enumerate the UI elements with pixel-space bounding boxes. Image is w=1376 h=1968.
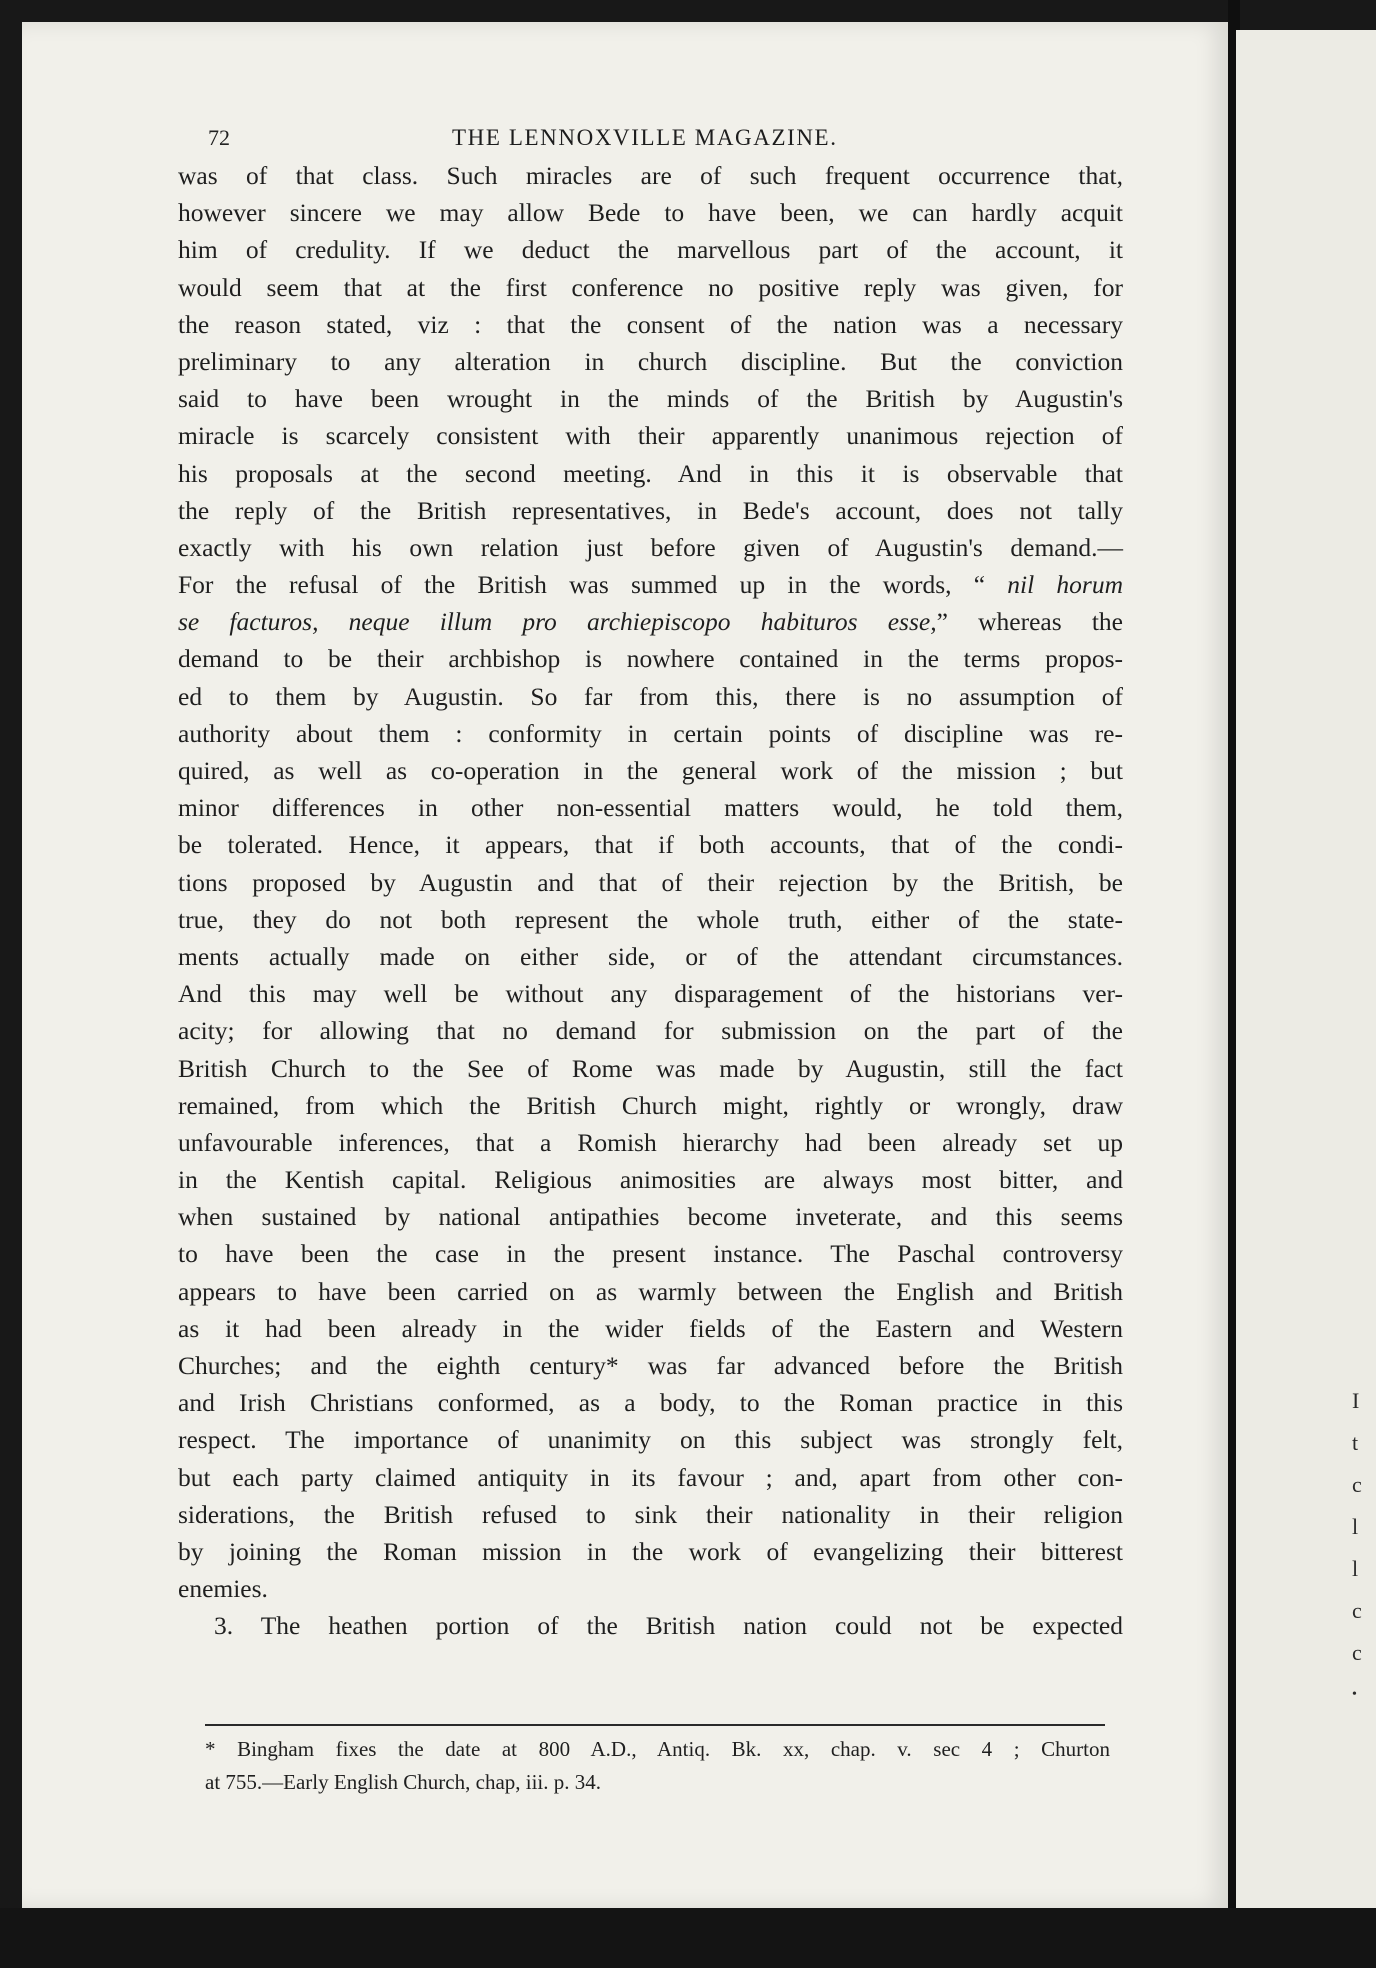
margin-letter: I bbox=[1352, 1388, 1360, 1413]
margin-letter: c bbox=[1352, 1472, 1362, 1497]
scan-bottom-edge bbox=[0, 1908, 1376, 1968]
text-line: minor differences in other non-essential matters would, he told them, bbox=[178, 793, 1123, 823]
adjacent-page-margin bbox=[1352, 1380, 1374, 1714]
margin-letter: c bbox=[1352, 1598, 1362, 1623]
text-line: true, they do not both represent the whole truth, either of the state- bbox=[178, 904, 1123, 934]
margin-letter: t bbox=[1352, 1430, 1359, 1455]
text-line: demand to be their archbishop is nowhere contained in the terms propos- bbox=[178, 644, 1123, 674]
text-line: by joining the Roman mission in the work of evangelizing their bitterest bbox=[178, 1536, 1123, 1566]
text-line: but each party claimed antiquity in its favour ; and, apart from other con- bbox=[178, 1462, 1123, 1492]
latin-phrase: se facturos, neque illum pro archiepiscopo habituros esse, bbox=[178, 607, 937, 637]
margin-bullet: • bbox=[1352, 1687, 1357, 1702]
text-line: him of credulity. If we deduct the marvellous part of the account, it bbox=[178, 235, 1123, 265]
text-line: tions proposed by Augustin and that of their rejection by the British, be bbox=[178, 867, 1123, 897]
text-line: when sustained by national antipathies become inveterate, and this seems bbox=[178, 1202, 1123, 1232]
margin-letter: l bbox=[1352, 1556, 1359, 1581]
text-line: remained, from which the British Church might, rightly or wrongly, draw bbox=[178, 1090, 1123, 1120]
footnote bbox=[205, 1733, 1110, 1799]
latin-phrase: nil horum bbox=[1007, 570, 1123, 600]
text-line-with-latin bbox=[178, 566, 1123, 603]
margin-letter: l bbox=[1352, 1514, 1359, 1539]
text-line: the reason stated, viz : that the consent of the nation was a necessary bbox=[178, 309, 1123, 339]
page-number: 72 bbox=[208, 125, 230, 150]
text-line: enemies. bbox=[178, 1574, 268, 1604]
text-line: exactly with his own relation just before given of Augustin's demand.— bbox=[178, 532, 1123, 562]
paragraph-opening-line: 3. The heathen portion of the British nation could not be expected bbox=[214, 1611, 1123, 1641]
footnote-rule bbox=[205, 1724, 1105, 1726]
text-line: And this may well be without any disparagement of the historians ver- bbox=[178, 979, 1123, 1009]
text-line: appears to have been carried on as warmly between the English and British bbox=[178, 1276, 1123, 1306]
text-line: unfavourable inferences, that a Romish hierarchy had been already set up bbox=[178, 1127, 1123, 1157]
margin-letter: c bbox=[1352, 1640, 1362, 1665]
text-line: was of that class. Such miracles are of such frequent occurrence that, bbox=[178, 161, 1123, 190]
text-line: his proposals at the second meeting. And in this it is observable that bbox=[178, 458, 1123, 488]
body-text bbox=[178, 157, 1123, 1645]
text-line: be tolerated. Hence, it appears, that if both accounts, that of the condi- bbox=[178, 830, 1123, 860]
text-line-with-latin bbox=[178, 603, 1123, 640]
text-line: said to have been wrought in the minds of the British by Augustin's bbox=[178, 384, 1123, 414]
text-line: Churches; and the eighth century* was far advanced before the British bbox=[178, 1351, 1123, 1380]
text-line: miracle is scarcely consistent with their apparently unanimous rejection of bbox=[178, 421, 1123, 451]
text-segment: For the refusal of the British was summed up in the words, “ bbox=[178, 570, 1008, 600]
footnote-line: at 755.—Early English Church, chap, iii. p. 34. bbox=[205, 1770, 602, 1794]
text-line: authority about them : conformity in certain points of discipline was re- bbox=[178, 718, 1123, 748]
page-header bbox=[22, 125, 1230, 159]
text-line: siderations, the British refused to sink their nationality in their religion bbox=[178, 1499, 1123, 1529]
text-line: acity; for allowing that no demand for submission on the part of the bbox=[178, 1016, 1123, 1046]
text-line: British Church to the See of Rome was made by Augustin, still the fact bbox=[178, 1053, 1123, 1083]
text-line: in the Kentish capital. Religious animosities are always most bitter, and bbox=[178, 1165, 1123, 1195]
text-line: ments actually made on either side, or of the attendant circumstances. bbox=[178, 941, 1123, 971]
text-line: ed to them by Augustin. So far from this, there is no assumption of bbox=[178, 681, 1123, 711]
text-line: respect. The importance of unanimity on this subject was strongly felt, bbox=[178, 1425, 1123, 1455]
running-title: THE LENNOXVILLE MAGAZINE. bbox=[452, 125, 838, 150]
text-line: would seem that at the first conference no positive reply was given, for bbox=[178, 272, 1123, 302]
text-line: quired, as well as co-operation in the general work of the mission ; but bbox=[178, 756, 1123, 785]
text-line: preliminary to any alteration in church discipline. But the conviction bbox=[178, 346, 1123, 376]
text-line: as it had been already in the wider fields of the Eastern and Western bbox=[178, 1313, 1123, 1343]
text-line: to have been the case in the present instance. The Paschal controversy bbox=[178, 1239, 1123, 1269]
text-line: however sincere we may allow Bede to have been, we can hardly acquit bbox=[178, 198, 1123, 228]
footnote-line: * Bingham fixes the date at 800 A.D., Antiq. Bk. xx, chap. v. sec 4 ; Churton bbox=[205, 1737, 1110, 1761]
text-segment: ” whereas the bbox=[936, 607, 1123, 637]
text-line: the reply of the British representatives, in Bede's account, does not tally bbox=[178, 495, 1123, 525]
text-line: and Irish Christians conformed, as a body, to the Roman practice in this bbox=[178, 1388, 1123, 1418]
